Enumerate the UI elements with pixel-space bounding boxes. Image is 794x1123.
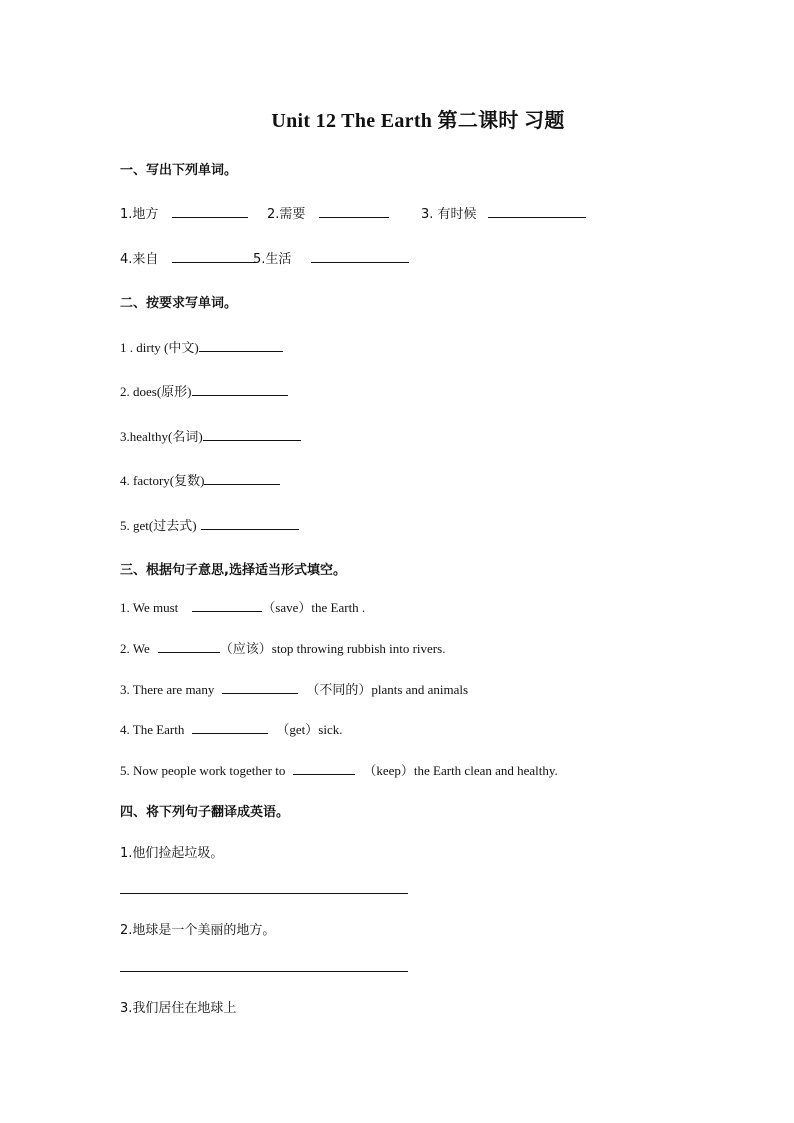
question-1-5 xyxy=(253,248,409,267)
answer-blank[interactable] xyxy=(199,339,283,352)
answer-blank[interactable] xyxy=(192,383,288,396)
question-2-1 xyxy=(120,337,283,356)
answer-blank[interactable] xyxy=(222,681,298,694)
section-heading-1: 一、写出下列单词。 xyxy=(120,163,238,178)
question-2-2 xyxy=(120,381,288,400)
sentence-start: 4. The Earth xyxy=(120,722,185,737)
question-2-3 xyxy=(120,426,301,445)
section-heading-3: 三、根据句子意思,选择适当形式填空。 xyxy=(120,563,346,578)
question-label: 5.生活 xyxy=(253,252,292,267)
answer-line[interactable] xyxy=(120,893,408,894)
sentence-end: （keep）the Earth clean and healthy. xyxy=(363,763,558,778)
question-label: 2.需要 xyxy=(267,207,306,222)
answer-blank[interactable] xyxy=(172,250,256,263)
answer-blank[interactable] xyxy=(158,640,220,653)
page-title: Unit 12 The Earth 第二课时 习题 xyxy=(271,110,565,132)
answer-blank[interactable] xyxy=(319,205,389,218)
sentence-end: （save）the Earth . xyxy=(262,600,366,615)
sentence-start: 5. Now people work together to xyxy=(120,763,286,778)
question-3-4 xyxy=(120,719,342,738)
question-label: 4.来自 xyxy=(120,252,159,267)
question-label: 3.healthy(名词) xyxy=(120,429,203,444)
section-heading-2: 二、按要求写单词。 xyxy=(120,296,238,311)
sentence-start: 2. We xyxy=(120,641,150,656)
sentence-end: （应该）stop throwing rubbish into rivers. xyxy=(219,641,446,656)
section-heading-4: 四、将下列句子翻译成英语。 xyxy=(120,805,290,820)
answer-line[interactable] xyxy=(120,971,408,972)
answer-blank[interactable] xyxy=(293,762,355,775)
translation-prompt-2: 2.地球是一个美丽的地方。 xyxy=(120,923,276,938)
question-label: 2. does(原形) xyxy=(120,384,192,399)
answer-blank[interactable] xyxy=(204,472,280,485)
sentence-end: （不同的）plants and animals xyxy=(306,682,469,697)
translation-prompt-3: 3.我们居住在地球上 xyxy=(120,1001,237,1016)
question-1-4 xyxy=(120,248,256,267)
question-label: 1.地方 xyxy=(120,207,159,222)
answer-blank[interactable] xyxy=(311,250,409,263)
question-3-5 xyxy=(120,760,558,779)
question-3-1 xyxy=(120,597,365,616)
question-2-4 xyxy=(120,470,280,489)
question-label: 4. factory(复数) xyxy=(120,473,205,488)
question-label: 5. get(过去式) xyxy=(120,518,197,533)
question-label: 1 . dirty (中文) xyxy=(120,340,199,355)
translation-prompt-1: 1.他们捡起垃圾。 xyxy=(120,846,224,861)
answer-blank[interactable] xyxy=(192,599,262,612)
question-label: 3. 有时候 xyxy=(421,207,477,222)
answer-blank[interactable] xyxy=(203,428,301,441)
answer-blank[interactable] xyxy=(172,205,248,218)
question-2-5 xyxy=(120,515,299,534)
question-3-3 xyxy=(120,679,468,698)
sentence-start: 3. There are many xyxy=(120,682,215,697)
question-1-3 xyxy=(421,203,586,222)
answer-blank[interactable] xyxy=(201,517,299,530)
sentence-start: 1. We must xyxy=(120,600,179,615)
answer-blank[interactable] xyxy=(192,721,268,734)
question-1-1 xyxy=(120,203,248,222)
answer-blank[interactable] xyxy=(488,205,586,218)
question-3-2 xyxy=(120,638,445,657)
question-1-2 xyxy=(267,203,389,222)
sentence-end: （get）sick. xyxy=(276,722,343,737)
